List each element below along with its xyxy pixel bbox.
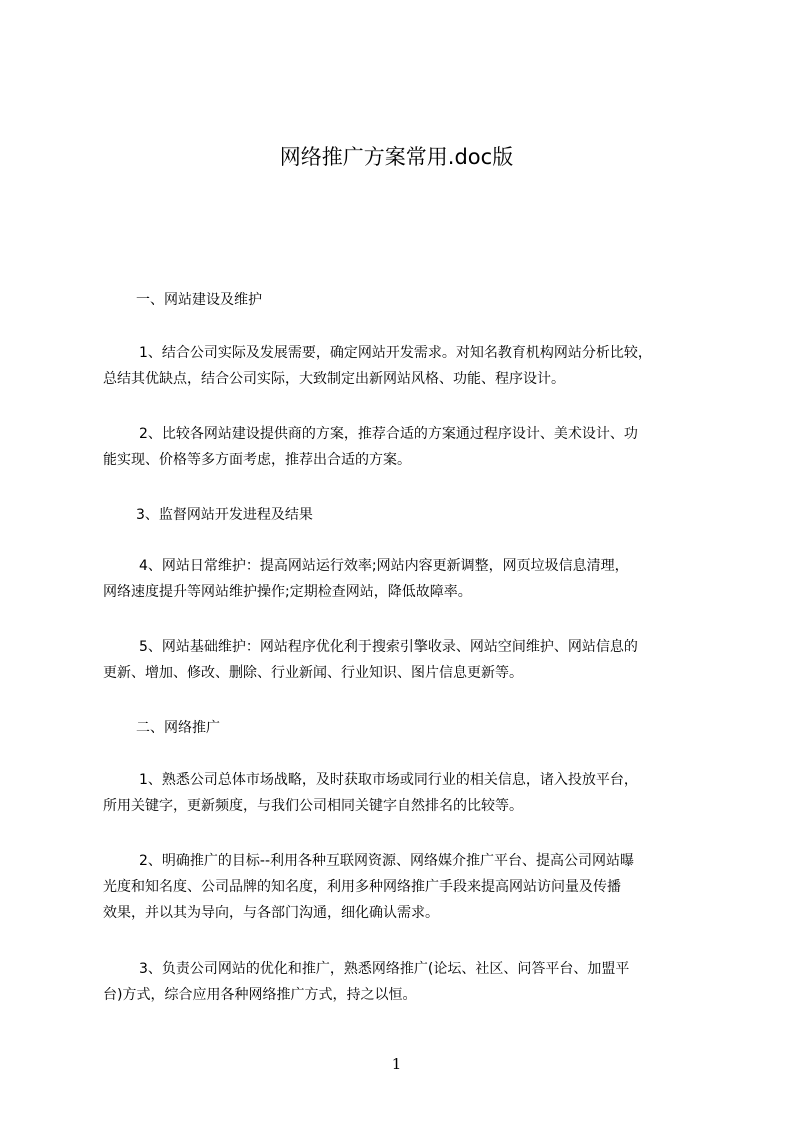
- text-line: 更新、增加、修改、删除、行业新闻、行业知识、图片信息更新等。: [103, 665, 523, 681]
- paragraph-3: [103, 502, 715, 528]
- section-heading-promotion: [136, 715, 748, 741]
- paragraph-7: [103, 848, 715, 926]
- paragraph-5: [103, 634, 715, 686]
- paragraph-4: [103, 553, 715, 605]
- paragraph-8: [103, 956, 715, 1008]
- text-line: 光度和知名度、公司品牌的知名度，利用多种网络推广手段来提高网站访问量及传播: [103, 879, 621, 895]
- text-line: 能实现、价格等多方面考虑，推荐出合适的方案。: [103, 452, 411, 468]
- text-line: 1、结合公司实际及发展需要，确定网站开发需求。对知名教育机构网站分析比较，: [139, 345, 652, 361]
- paragraph-2: [103, 421, 715, 473]
- text-line: 二、网络推广: [136, 720, 220, 736]
- document-title: 网络推广方案常用.doc版: [279, 145, 514, 169]
- text-line: 网络速度提升等网站维护操作;定期检查网站，降低故障率。: [103, 584, 472, 600]
- text-line: 一、网站建设及维护: [136, 292, 262, 308]
- text-line: 5、网站基础维护：网站程序优化利于搜索引擎收录、网站空间维护、网站信息的: [139, 639, 638, 655]
- text-line: 3、负责公司网站的优化和推广，熟悉网络推广(论坛、社区、问答平台、加盟平: [139, 961, 630, 977]
- text-line: 2、比较各网站建设提供商的方案，推荐合适的方案通过程序设计、美术设计、功: [139, 426, 638, 442]
- text-line: 总结其优缺点，结合公司实际，大致制定出新网站风格、功能、程序设计。: [103, 371, 565, 387]
- paragraph-1: [103, 340, 715, 392]
- text-line: 4、网站日常维护：提高网站运行效率;网站内容更新调整，网页垃圾信息清理，: [139, 558, 629, 574]
- text-line: 效果，并以其为导向，与各部门沟通，细化确认需求。: [103, 905, 439, 921]
- text-line: 3、监督网站开发进程及结果: [136, 507, 313, 523]
- section-heading-website: [136, 287, 748, 313]
- text-line: 2、明确推广的目标--利用各种互联网资源、网络媒介推广平台、提高公司网站曝: [139, 853, 635, 869]
- text-line: 1、熟悉公司总体市场战略，及时获取市场或同行业的相关信息，诸入投放平台，: [139, 772, 638, 788]
- paragraph-6: [103, 767, 715, 819]
- text-line: 台)方式，综合应用各种网络推广方式，持之以恒。: [103, 987, 417, 1003]
- text-line: 所用关键字，更新频度，与我们公司相同关键字自然排名的比较等。: [103, 798, 523, 814]
- page-number: 1: [391, 1055, 402, 1073]
